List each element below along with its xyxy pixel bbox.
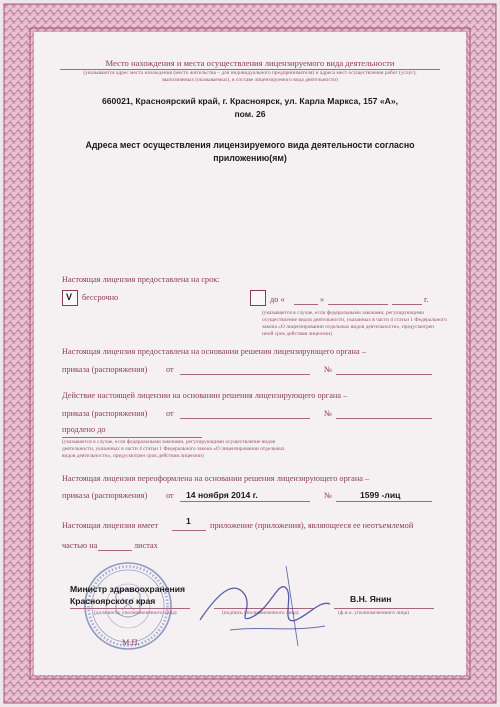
- term-year-line: [392, 304, 422, 305]
- reissue-order-number: 1599 -лиц: [360, 490, 401, 500]
- basis-line: Настоящая лицензия предоставлена на основании решения лицензирующего органа –: [62, 347, 366, 356]
- term-until-checkbox: [250, 290, 266, 306]
- signer-position-line-2: Красноярского края: [70, 596, 156, 606]
- term-label: Настоящая лицензия предоставлена на срок:: [62, 275, 220, 284]
- extension-number-line: [336, 418, 432, 419]
- position-line: [70, 608, 190, 609]
- indefinite-checkbox: [62, 290, 78, 306]
- signer-position-line-1: Министр здравоохранения: [70, 584, 186, 594]
- extension-note-2: деятельности, указанных в части 4 статьи 1 Федерального закона «О лицензировании отдельных: [62, 446, 285, 452]
- appendix-line-2a: частью на: [62, 541, 98, 550]
- extension-date-line: [180, 418, 310, 419]
- extension-order-label: приказа (распоряжения): [62, 409, 148, 418]
- term-note-2: осуществление видов деятельности, указанных в части 4 статьи 1 Федерального: [262, 317, 447, 323]
- term-until-close: »: [320, 295, 325, 304]
- term-until-label: до «: [270, 295, 285, 304]
- reissue-number-sign: №: [324, 491, 332, 500]
- header-note-2: выполняемых (оказываемых), в составе лицензируемого вида деятельности): [162, 77, 338, 83]
- appendix-line-2b: листах: [134, 541, 158, 550]
- appendix-count: 1: [186, 516, 191, 526]
- appendix-addresses-line-2: приложению(ям): [213, 153, 287, 163]
- basis-order-label: приказа (распоряжения): [62, 365, 148, 374]
- term-indefinite: бессрочно: [82, 293, 119, 302]
- address-line-2: пом. 26: [234, 109, 266, 119]
- term-note-4: иной срок действия лицензии): [262, 331, 332, 337]
- stamp-place-label: М.П.: [122, 638, 140, 647]
- term-note-3: закона «О лицензировании отдельных видов деятельности», предусмотрен: [262, 324, 435, 330]
- appendix-sheets-line: [98, 550, 132, 551]
- reissue-line: Настоящая лицензия переоформлена на основании решения лицензирующего органа –: [62, 474, 370, 483]
- term-month-line: [328, 304, 388, 305]
- reissue-date-line: [180, 501, 310, 502]
- extended-until-line: [62, 437, 202, 438]
- appendix-text-after: приложение (приложения), являющееся ее неотъемлемой: [210, 521, 414, 530]
- extension-line: Действие настоящей лицензии на основании решения лицензирующего органа –: [62, 391, 348, 400]
- appendix-addresses-line-1: Адреса мест осуществления лицензируемого вида деятельности согласно: [85, 140, 415, 150]
- reissue-number-line: [336, 501, 432, 502]
- address-line-1: 660021, Красноярский край, г. Красноярск, ул. Карла Маркса, 157 «А»,: [101, 96, 398, 106]
- term-day-line: [294, 304, 318, 305]
- reissue-from: от: [166, 491, 174, 500]
- signer-name: В.Н. Янин: [350, 594, 392, 604]
- basis-from: от: [166, 365, 174, 374]
- header-note-1: (указываются адрес места нахождения (место жительства – для индивидуального предпринимателя) и адреса мест осуществления работ (услуг),: [83, 70, 417, 76]
- reissue-date: 14 ноября 2014 г.: [186, 490, 258, 500]
- caption-signature: (подпись уполномоченного лица): [222, 610, 299, 616]
- extended-until-label: продлено до: [62, 425, 106, 434]
- term-year-suffix: г.: [424, 295, 429, 304]
- handwritten-signature: [190, 560, 340, 650]
- name-line: [334, 608, 434, 609]
- check-mark: V: [66, 292, 73, 302]
- reissue-order-label: приказа (распоряжения): [62, 491, 148, 500]
- caption-name: (ф.и.о. уполномоченного лица): [338, 610, 409, 616]
- extension-note-3: видов деятельности», предусмотрен срок действия лицензии): [62, 453, 204, 459]
- extension-note-1: (указывается в случае, если федеральными законами, регулирующими осуществление видов: [62, 439, 276, 445]
- caption-position: (должность уполномоченного лица): [94, 610, 177, 616]
- extension-from: от: [166, 409, 174, 418]
- appendix-text-before: Настоящая лицензия имеет: [62, 521, 159, 530]
- basis-number-line: [336, 374, 432, 375]
- appendix-count-line: [172, 530, 206, 531]
- header-title: Место нахождения и места осуществления лицензируемого вида деятельности: [105, 58, 395, 68]
- term-note-1: (указывается в случае, если федеральными законами, регулирующими: [262, 310, 425, 316]
- basis-date-line: [180, 374, 310, 375]
- basis-number-sign: №: [324, 365, 332, 374]
- extension-number-sign: №: [324, 409, 332, 418]
